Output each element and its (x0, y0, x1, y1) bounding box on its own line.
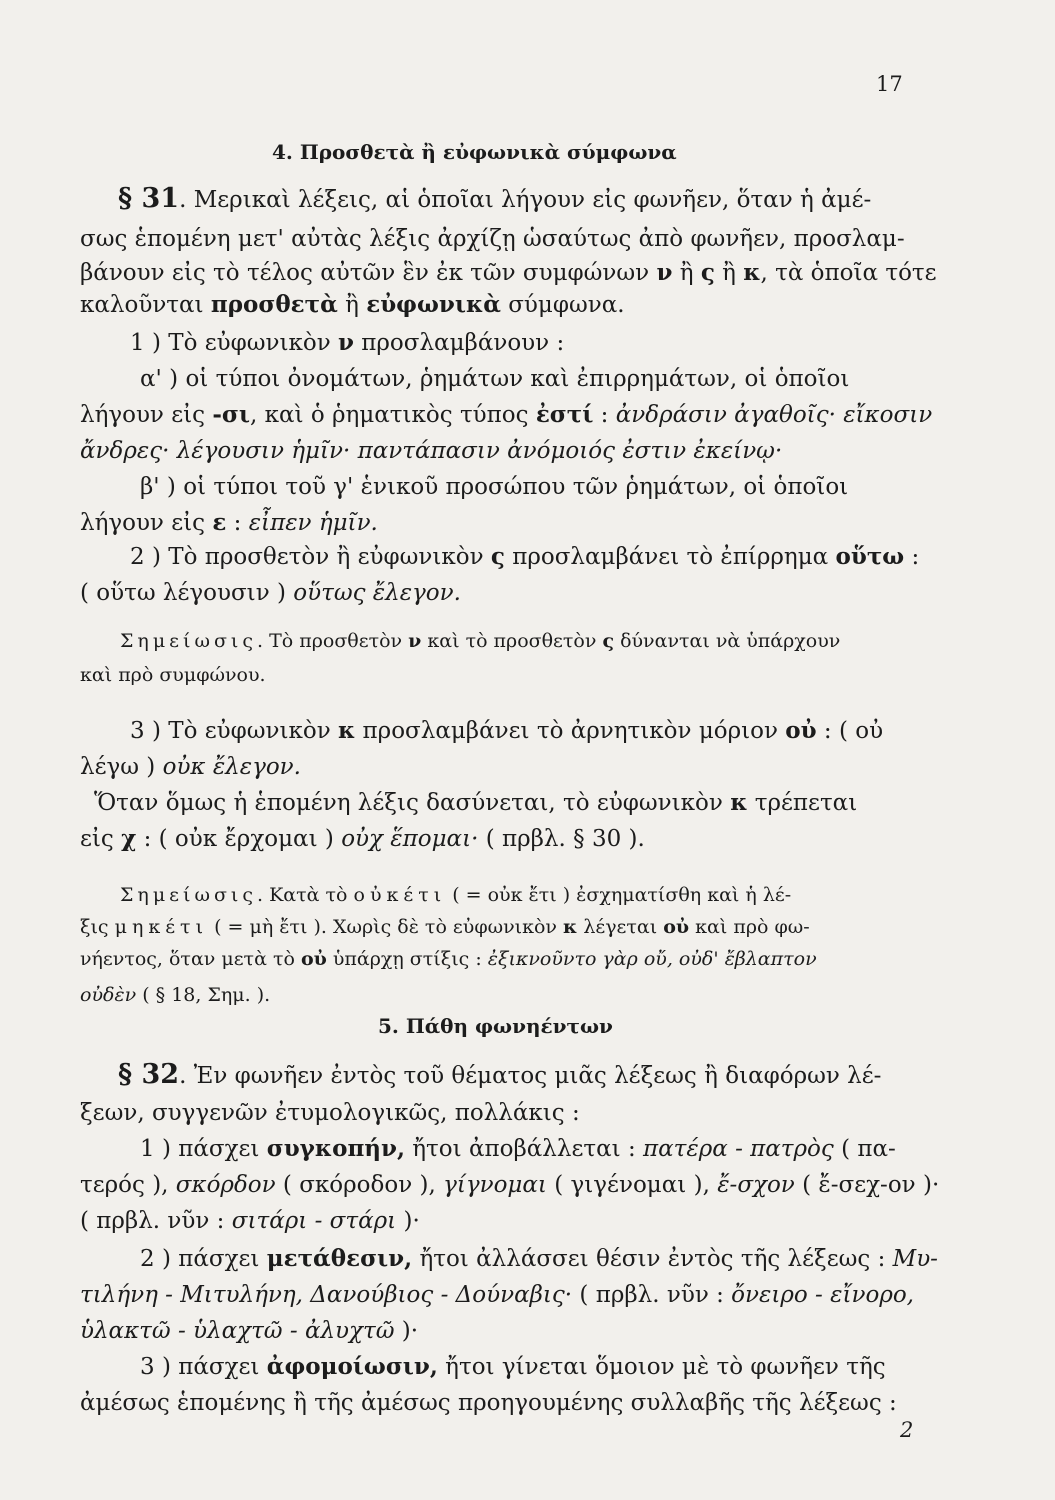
s32-line-2: ξεων, συγγενῶν ἐτυμολογικῶς, πολλάκις : (80, 1100, 580, 1126)
rule-2-line-2: ( οὕτω λέγουσιν ) οὕτως ἔλεγον. (80, 580, 461, 606)
rule-3-line-3: Ὅταν ὅμως ἡ ἑπομένη λέξις δασύνεται, τὸ εὐφωνικὸν κ τρέπεται (94, 789, 858, 816)
s31-line-1: § 31. Μερικαὶ λέξεις, αἱ ὁποῖαι λήγουν εἰς φωνῆεν, ὅταν ἡ ἀμέ- (118, 183, 872, 214)
s32-item-2-line-2: τιλήνη - Μιτυλήνη, Δανούβιος - Δούναβις· ( πρβλ. νῦν : ὄνειρο - εἴνορο, (80, 1282, 914, 1308)
rule-3-line-4: εἰς χ : ( οὐκ ἔρχομαι ) οὐχ ἕπομαι· ( πρβλ. § 30 ). (80, 825, 645, 852)
rule-1-line-1: 1 ) Τὸ εὐφωνικὸν ν προσλαμβάνουν : (130, 329, 565, 356)
page-number: 17 (876, 72, 903, 96)
s32-item-2-line-3: ὑλακτῶ - ὑλαχτῶ - ἀλυχτῶ )· (80, 1318, 419, 1344)
section-sign-31: § 31 (118, 183, 180, 214)
note-1-line-1: Σημείωσις. Τὸ προσθετὸν ν καὶ τὸ προσθετὸν ς δύνανται νὰ ὑπάρχουν (120, 630, 841, 652)
signature-number: 2 (900, 1418, 914, 1442)
s31-line-2: σως ἑπομένη μετ' αὐτὰς λέξις ἀρχίζῃ ὡσαύτως ἀπὸ φωνῆεν, προσλαμ- (80, 226, 905, 252)
note-2-line-4: οὐδὲν ( § 18, Σημ. ). (80, 984, 271, 1006)
note-2-label: Σημείωσις (120, 884, 258, 906)
rule-1a-line-3: ἄνδρες· λέγουσιν ἡμῖν· παντάπασιν ἀνόμοιός ἐστιν ἐκείνῳ· (80, 438, 783, 464)
note-2-line-3: νήεντος, ὅταν μετὰ τὸ οὐ ὑπάρχῃ στίξις : ἐξικνοῦντο γὰρ οὔ, οὐδ' ἔβλαπτον (80, 948, 817, 970)
s31-line-3: βάνουν εἰς τὸ τέλος αὐτῶν ἓν ἐκ τῶν συμφώνων ν ἢ ς ἢ κ, τὰ ὁποῖα τότε (80, 259, 937, 286)
s32-item-1-line-1: 1 ) πάσχει συγκοπήν, ἤτοι ἀποβάλλεται : πατέρα - πατρὸς ( πα- (140, 1135, 896, 1162)
note-1-label: Σημείωσις (120, 630, 258, 652)
s32-item-3-line-1: 3 ) πάσχει ἀφομοίωσιν, ἤτοι γίνεται ὅμοιον μὲ τὸ φωνῆεν τῆς (140, 1353, 886, 1380)
s32-line-1: § 32. Ἐν φωνῆεν ἐντὸς τοῦ θέματος μιᾶς λέξεως ἢ διαφόρων λέ- (118, 1059, 882, 1090)
rule-1b-line-1: β' ) οἱ τύποι τοῦ γ' ἑνικοῦ προσώπου τῶν ῥημάτων, οἱ ὁποῖοι (140, 474, 849, 500)
rule-3-line-1: 3 ) Τὸ εὐφωνικὸν κ προσλαμβάνει τὸ ἀρνητικὸν μόριον οὐ : ( οὐ (130, 717, 884, 744)
s32-item-2-line-1: 2 ) πάσχει μετάθεσιν, ἤτοι ἀλλάσσει θέσιν ἐντὸς τῆς λέξεως : Μυ- (140, 1245, 938, 1272)
s32-item-1-line-3: ( πρβλ. νῦν : σιτάρι - στάρι )· (80, 1208, 420, 1234)
s32-item-3-line-2: ἀμέσως ἑπομένης ἢ τῆς ἀμέσως προηγουμένης συλλαβῆς τῆς λέξεως : (80, 1390, 897, 1416)
section-heading-5: 5. Πάθη φωνηέντων (378, 1014, 613, 1038)
note-1-line-2: καὶ πρὸ συμφώνου. (80, 664, 266, 686)
rule-1a-line-1: α' ) οἱ τύποι ὀνομάτων, ῥημάτων καὶ ἐπιρρημάτων, οἱ ὁποῖοι (140, 366, 850, 392)
s32-item-1-line-2: τερός ), σκόρδον ( σκόροδον ), γίγνομαι ( γιγένομαι ), ἔ-σχον ( ἔ-σεχ-ον )· (80, 1172, 940, 1198)
s31-line-4: καλοῦνται προσθετὰ ἢ εὐφωνικὰ σύμφωνα. (80, 291, 625, 318)
section-sign-32: § 32 (118, 1059, 180, 1090)
rule-3-line-2: λέγω ) οὐκ ἔλεγον. (80, 754, 301, 780)
note-2-line-1: Σημείωσις. Κατὰ τὸ οὐκέτι ( = οὐκ ἔτι ) ἐσχηματίσθη καὶ ἡ λέ- (120, 884, 792, 906)
section-heading-4: 4. Προσθετὰ ἢ εὐφωνικὰ σύμφωνα (272, 140, 677, 164)
note-2-line-2: ξις μηκέτι ( = μὴ ἔτι ). Χωρὶς δὲ τὸ εὐφωνικὸν κ λέγεται οὐ καὶ πρὸ φω- (80, 916, 810, 938)
rule-1a-line-2: λήγουν εἰς -σι, καὶ ὁ ῥηματικὸς τύπος ἐστί : ἀνδράσιν ἀγαθοῖς· εἴκοσιν (80, 401, 933, 428)
rule-1b-line-2: λήγουν εἰς ε : εἶπεν ἡμῖν. (80, 509, 378, 536)
rule-2-line-1: 2 ) Τὸ προσθετὸν ἢ εὐφωνικὸν ς προσλαμβάνει τὸ ἐπίρρημα οὕτω : (130, 543, 920, 570)
